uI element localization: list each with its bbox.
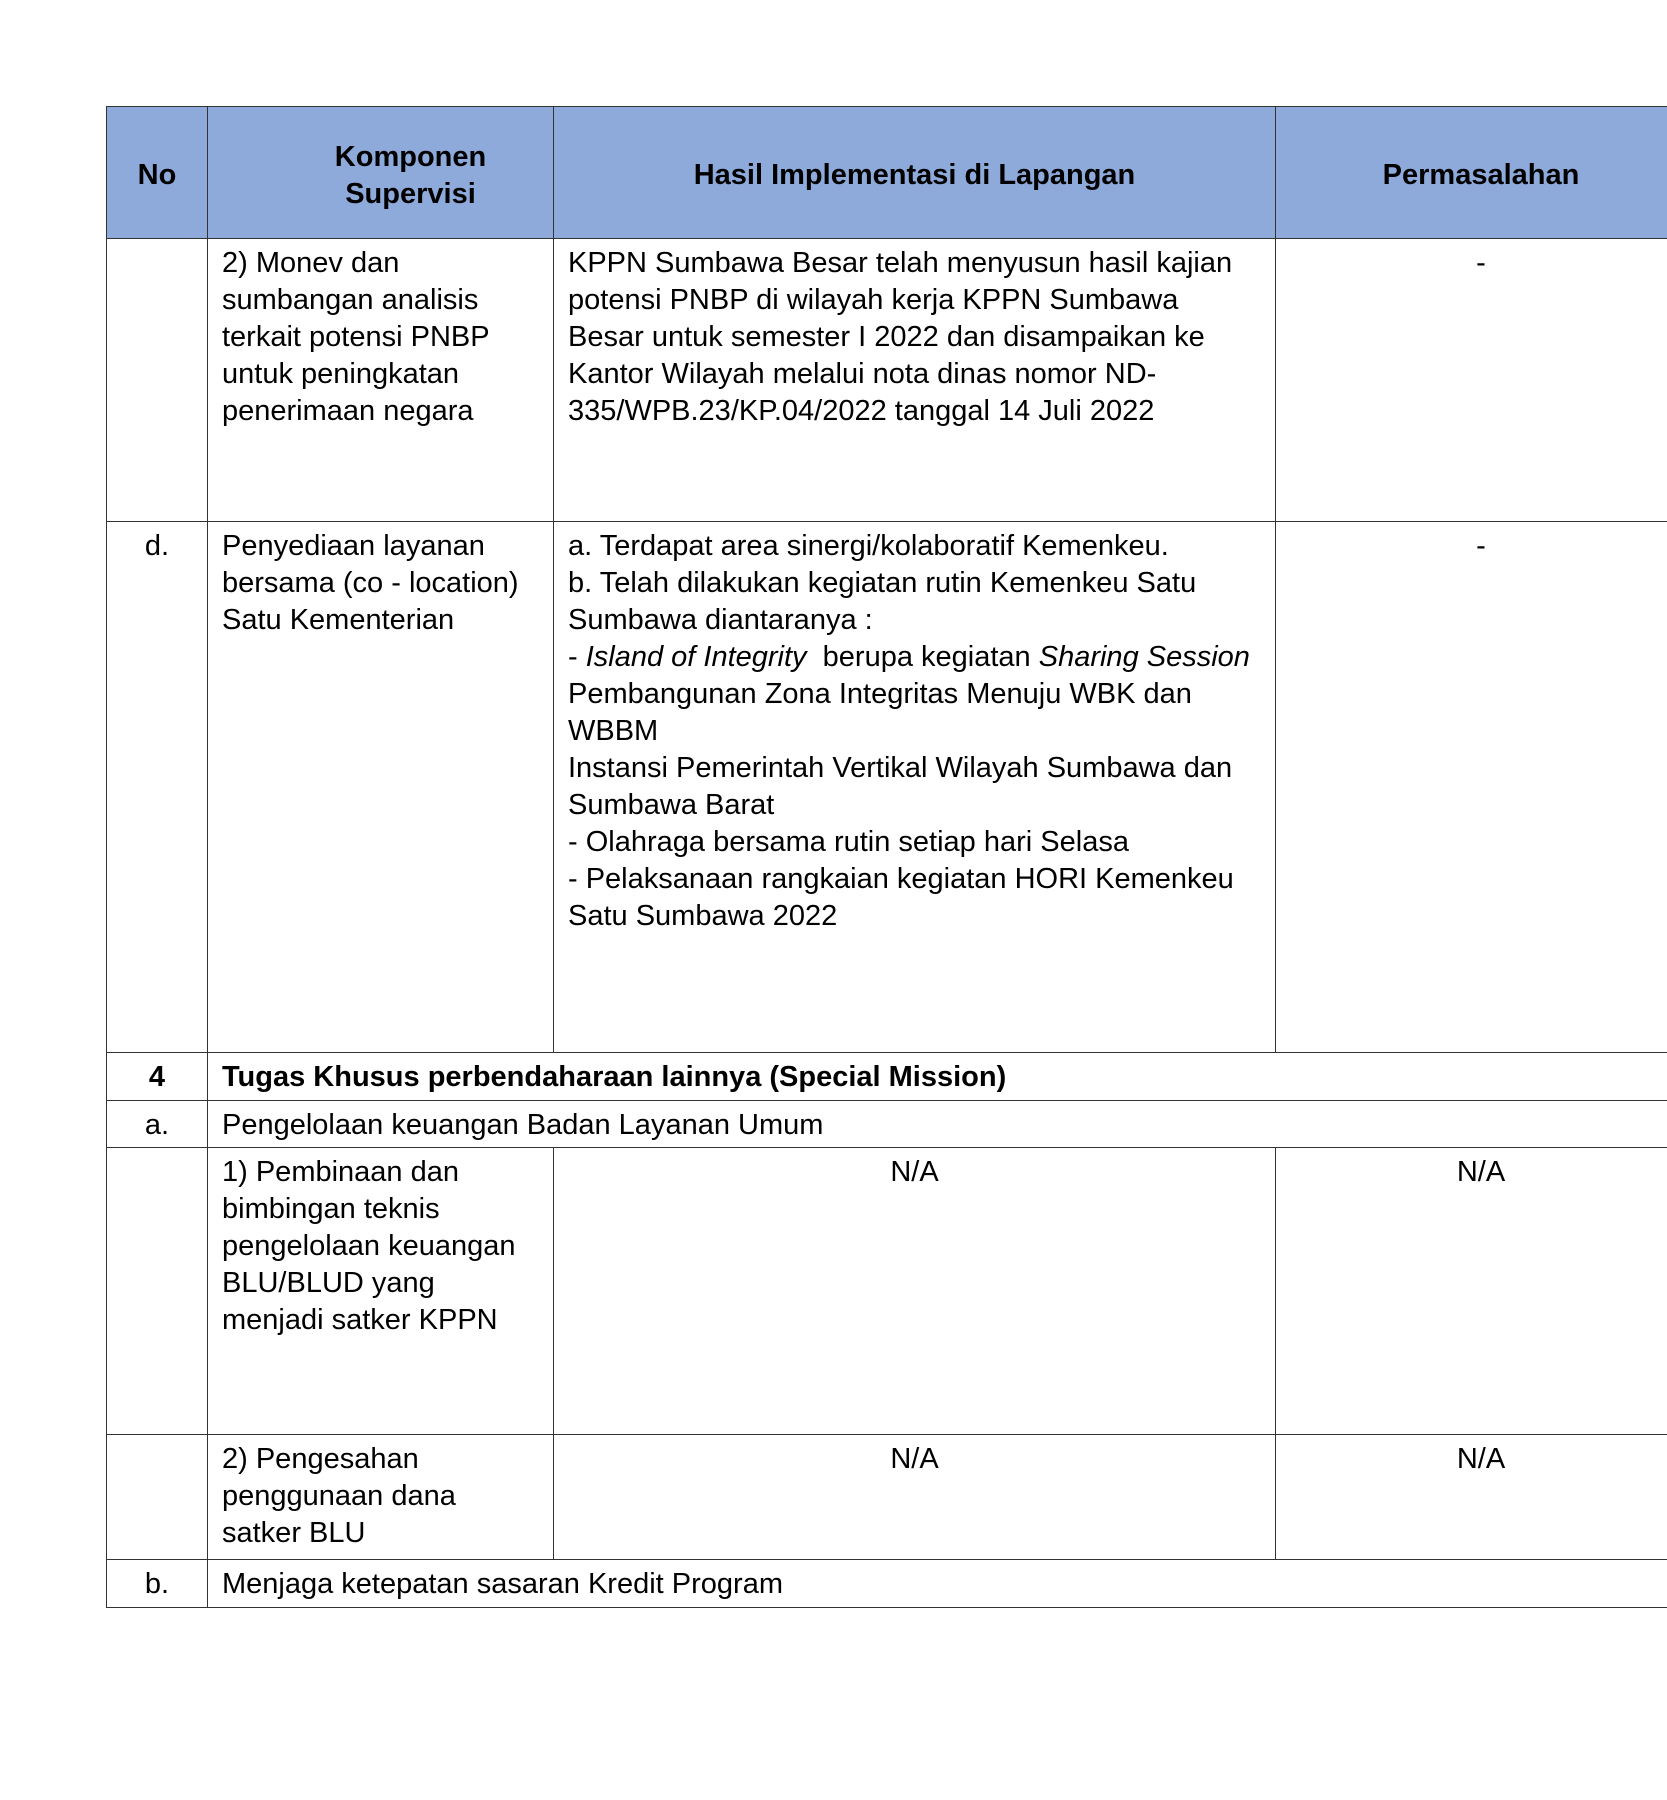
cell-permasalahan: - — [1276, 522, 1667, 1053]
cell-no: d. — [107, 522, 208, 1053]
cell-hasil: N/A — [554, 1148, 1276, 1435]
header-permasalahan: Permasalahan — [1276, 107, 1667, 239]
text-line: Instansi Pemerintah Vertikal Wilayah Sumbawa dan Sumbawa Barat — [568, 752, 1233, 821]
cell-no: 4 — [107, 1053, 208, 1101]
cell-no: b. — [107, 1560, 208, 1608]
cell-komponen: 2) Pengesahan penggunaan dana satker BLU — [208, 1435, 554, 1560]
subsection-title: Menjaga ketepatan sasaran Kredit Program — [208, 1560, 1667, 1608]
cell-komponen: Penyediaan layanan bersama (co - location) Satu Kementerian — [208, 522, 554, 1053]
cell-permasalahan: N/A — [1276, 1148, 1667, 1435]
text-line: a. Terdapat area sinergi/kolaboratif Kemenkeu. — [568, 530, 1169, 562]
subsection-row — [107, 1101, 1667, 1148]
cell-komponen: 1) Pembinaan dan bimbingan teknis pengelolaan keuangan BLU/BLUD yang menjadi satker KPPN — [208, 1148, 554, 1435]
header-no: No — [107, 107, 208, 239]
cell-hasil: KPPN Sumbawa Besar telah menyusun hasil kajian potensi PNBP di wilayah kerja KPPN Sumbawa Besar untuk semester I 2022 dan disampaikan ke Kantor Wilayah melalui nota dinas nomor ND-335/WPB.23/KP.04/2022 tanggal 14 Juli 2022 — [554, 239, 1276, 522]
table-row — [107, 239, 1667, 522]
supervision-table — [106, 106, 1667, 1608]
text-line: - Olahraga bersama rutin setiap hari Selasa — [568, 826, 1129, 858]
text: Pembangunan Zona Integritas Menuju WBK dan WBBM — [568, 641, 1267, 747]
cell-no: a. — [107, 1101, 208, 1148]
text-line: - Pelaksanaan rangkaian kegiatan HORI Kemenkeu Satu Sumbawa 2022 — [568, 863, 1234, 932]
text: berupa kegiatan — [806, 641, 1039, 673]
cell-komponen: 2) Monev dan sumbangan analisis terkait potensi PNBP untuk peningkatan penerimaan negara — [208, 239, 554, 522]
table-row — [107, 1148, 1667, 1435]
header-row — [107, 107, 1667, 239]
cell-no — [107, 1148, 208, 1435]
table-row — [107, 522, 1667, 1053]
section-row — [107, 1053, 1667, 1101]
subsection-row — [107, 1560, 1667, 1608]
text-italic: Sharing Session — [1038, 641, 1250, 673]
section-title: Tugas Khusus perbendaharaan lainnya (Special Mission) — [208, 1053, 1667, 1101]
cell-hasil — [554, 522, 1276, 1053]
header-hasil: Hasil Implementasi di Lapangan — [554, 107, 1276, 239]
text-line — [568, 639, 1267, 750]
subsection-title: Pengelolaan keuangan Badan Layanan Umum — [208, 1101, 1667, 1148]
table-row — [107, 1435, 1667, 1560]
text-line: b. Telah dilakukan kegiatan rutin Kemenkeu Satu Sumbawa diantaranya : — [568, 567, 1197, 636]
cell-no — [107, 1435, 208, 1560]
cell-hasil: N/A — [554, 1435, 1276, 1560]
text-italic: Island of Integrity — [585, 641, 807, 673]
text: - — [568, 641, 586, 673]
cell-permasalahan: N/A — [1276, 1435, 1667, 1560]
cell-no — [107, 239, 208, 522]
cell-permasalahan: - — [1276, 239, 1667, 522]
header-komponen: Komponen Supervisi — [208, 107, 554, 239]
